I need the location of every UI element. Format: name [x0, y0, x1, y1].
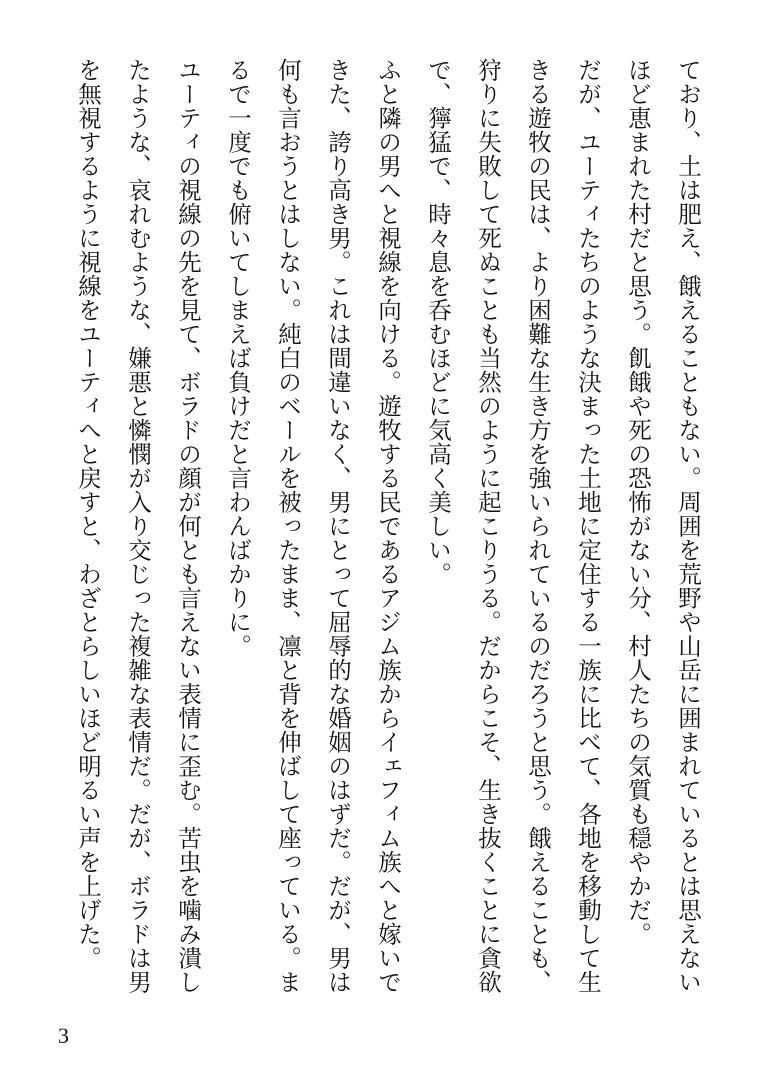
- paragraph-3: ふと隣の男へと視線を向ける。遊牧する民であるアジム族からイェフィム族へと嫁いできた、誇り高き男。これは間違いなく、男にとって屈辱的な婚姻のはずだ。だが、男は何も言おうとはしない。純白のベールを被ったまま、凛と背を伸ばして座っている。まるで一度でも俯いてしまえば負けだと言わんばかりに。: [224, 58, 402, 994]
- vertical-text-body: [63, 58, 713, 1008]
- paragraph-4: ユーティの視線の先を見て、ボラドの顔が何とも言えない表情に歪む。苦虫を噛み潰したような、哀れむような、嫌悪と憐憫が入り交じった複雑な表情だ。だが、ボラドは男を無視するように視線をユーティへと戻すと、わざとらしいほど明るい声を上げた。: [74, 58, 202, 994]
- paragraph-2: だが、ユーティたちのような決まった土地に定住する一族に比べて、各地を移動して生きる遊牧の民は、より困難な生き方を強いられているのだろうと思う。餓えることも、狩りに失敗して死ぬことも当然のように起こりうる。だからこそ、生き抜くことに貪欲で、獰猛で、時々息を呑むほどに気高く美しい。: [424, 58, 602, 994]
- page-number: 3: [58, 1023, 69, 1048]
- paragraph-1: ており、土は肥え、餓えることもない。周囲を荒野や山岳に囲まれているとは思えないほど恵まれた村だと思う。飢餓や死の恐怖がない分、村人たちの気質も穏やかだ。: [624, 58, 702, 994]
